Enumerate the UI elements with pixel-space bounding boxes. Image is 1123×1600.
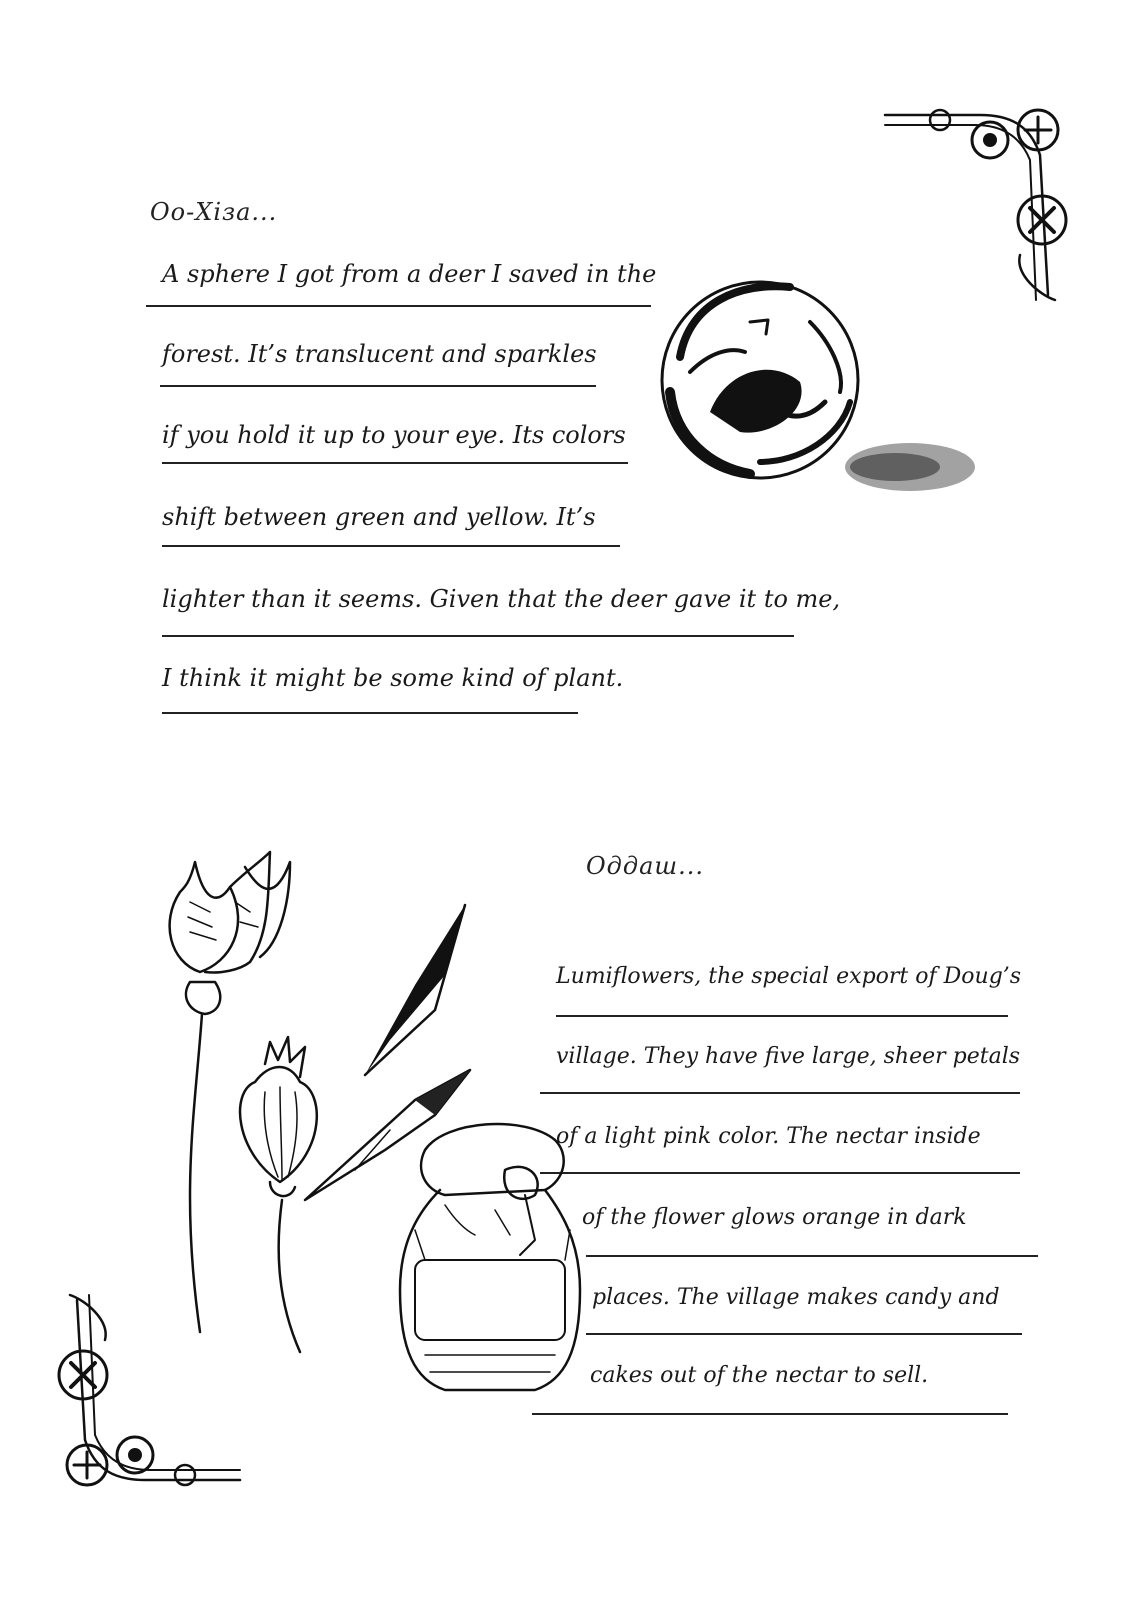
entry-2-rule-6 bbox=[532, 1413, 1008, 1415]
entry-1-rule-1 bbox=[146, 305, 651, 307]
entry-1-line-3: if you hold it up to your eye. Its colors bbox=[162, 421, 626, 449]
entry-2-rule-4 bbox=[586, 1255, 1038, 1257]
gear-corner-ornament bbox=[880, 95, 1080, 315]
entry-2-rule-5 bbox=[586, 1333, 1022, 1335]
entry-2-line-4: of the flower glows orange in dark bbox=[582, 1205, 967, 1230]
entry-1-line-1: A sphere I got from a deer I saved in the bbox=[162, 260, 657, 288]
entry-2-line-6: cakes out of the nectar to sell. bbox=[590, 1363, 929, 1388]
entry-1-heading: Оо-Хіза... bbox=[150, 198, 278, 226]
entry-2-line-3: of a light pink color. The nectar inside bbox=[556, 1124, 981, 1149]
entry-2-line-5: places. The village makes candy and bbox=[592, 1285, 1000, 1310]
entry-2-rule-1 bbox=[556, 1015, 1008, 1017]
gear-corner-ornament bbox=[45, 1290, 245, 1510]
entry-1-line-4: shift between green and yellow. It’s bbox=[162, 503, 596, 531]
entry-2-heading: Оддаш... bbox=[586, 852, 705, 880]
entry-1-rule-5 bbox=[162, 635, 794, 637]
entry-1-line-5: lighter than it seems. Given that the deer gave it to me, bbox=[162, 585, 841, 613]
entry-1-line-2: forest. It’s translucent and sparkles bbox=[162, 340, 597, 368]
entry-2-line-2: village. They have five large, sheer petals bbox=[556, 1044, 1021, 1069]
entry-2-line-1: Lumiflowers, the special export of Doug’s bbox=[556, 964, 1022, 989]
entry-1-rule-4 bbox=[162, 545, 620, 547]
entry-1-rule-2 bbox=[160, 385, 596, 387]
entry-1-line-6: I think it might be some kind of plant. bbox=[162, 664, 624, 692]
entry-2-rule-2 bbox=[540, 1092, 1020, 1094]
nectar-jar-illustration bbox=[385, 1110, 595, 1400]
entry-1-rule-3 bbox=[162, 462, 628, 464]
entry-2-rule-3 bbox=[540, 1172, 1020, 1174]
entry-1-rule-6 bbox=[162, 712, 578, 714]
